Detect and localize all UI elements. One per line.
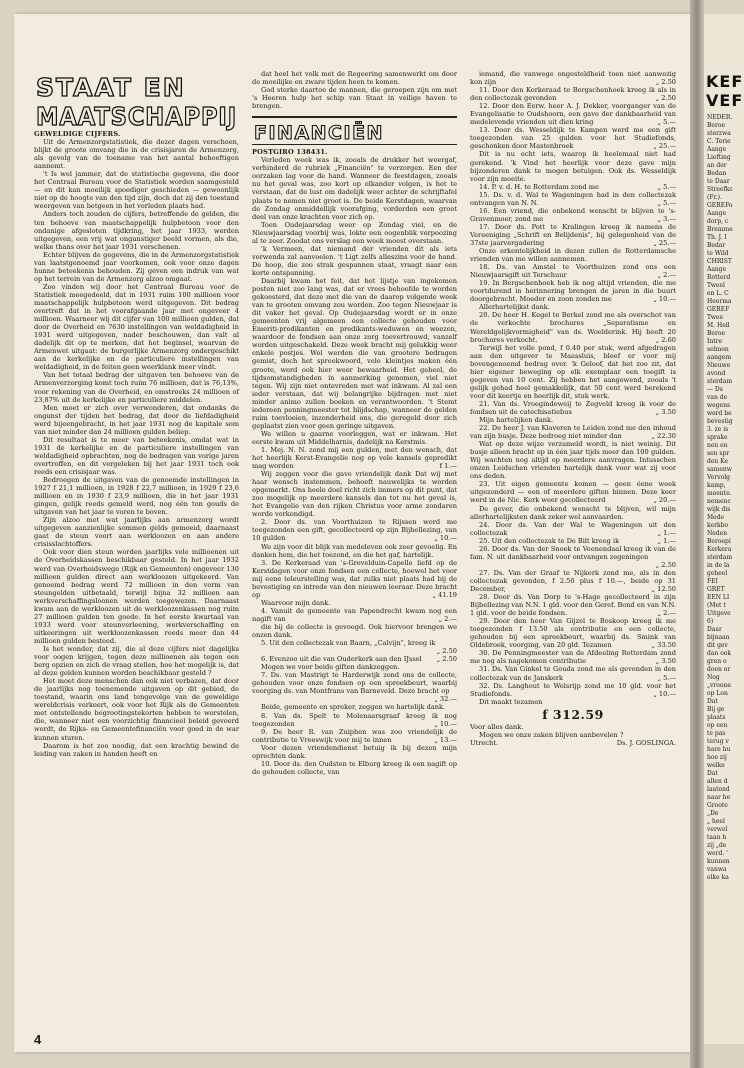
donation-entry (252, 446, 457, 470)
signature-block (470, 739, 676, 747)
donation-text: 5. Uit den collectezak van Baarn, „Calvijn", kreeg ik (261, 639, 436, 648)
donation-entry (252, 663, 457, 671)
donation-text: 8. Van ds. Spelt te Molenaarsgraaf kreeg ik nog toegezonden (252, 711, 457, 728)
donation-text: iemand, die vanwege ongesteldheid toen niet aanwezig kon zijn (470, 70, 676, 87)
next-page-snippet: Vervolg (707, 474, 730, 481)
donation-amount: „ 25.— (653, 142, 676, 151)
article-paragraph: dat heel het volk met de Regeering samenwerkt om door de moeilijke en zware tijden heen te komen. (252, 70, 457, 87)
donation-entry (252, 671, 457, 703)
donation-text: 15. Ds. v. d. Wal te Wageningen had in den collectezak ontvangen van N. N. (470, 190, 676, 207)
donation-text: Wij zeggen voor die gave vriendelijk dank Dat wij met haar wensch instemmen, behoeft nauwelijks te worden opgemerkt. Ons heele doel richt zich immers op dit punt, dat zoo mogelijk op meerdere kansels dan tot nu het geval is, het Evangelie van den rijken Christus voor arme zondaren worde verkondigd. (252, 470, 457, 519)
next-page-snippet: den Ke (707, 458, 729, 465)
next-page-snippet: wijk dis (707, 506, 731, 513)
next-page-snippet: werd. ' (707, 850, 728, 857)
next-page-snippet: bijnaan (707, 634, 730, 641)
donation-entry (470, 102, 676, 126)
donation-entry (252, 639, 457, 655)
donation-amount: „ 32.— (434, 695, 457, 704)
next-page-snippet: dan ook (707, 650, 732, 657)
column-1 (34, 72, 239, 1032)
next-page-snippet: Twee (707, 314, 724, 321)
donation-amount: „ 5.— (657, 118, 676, 127)
donation-entry (470, 665, 676, 681)
donation-entry (470, 424, 676, 440)
article-paragraph: We willen u gaarne voorleggen, wat er inkwam. Het eerste kwam uit Middelharnis, dadelijk na Kerstmis. (252, 429, 457, 446)
next-page-snippet: Nieuwe (707, 362, 731, 369)
donation-text: 17. Door ds. Pott te Kralingen kreeg ik namens de Vereeniging „Schrift en Belijdenis", bij gelegenheid van de 37ste jaarvergadering (470, 222, 676, 247)
next-page-snippet: meente. (707, 490, 732, 497)
next-page-snippet: laatend (707, 786, 730, 793)
article-paragraph: Is het wonder, dat zij, die al deze cijfers niet dagelijks voor oogen krijgen, tegen deze millioenen als tegen een berg opzien en zich de vraag stellen, hoe het mogelijk is, dat al deze gelden kunnen worden beschikbaar gesteld ? (34, 645, 239, 678)
donation-entry (252, 470, 457, 518)
article-paragraph: Van het totaal bedrag der uitgaven ten behoeve van de Armenverzorging komt toch ruim 76 millioen, dat is 76,13%, voor rekening van de Overheid, en omstreeks 24 millioen of 23,87% uit de kerkelijke en particuliere middelen. (34, 371, 239, 404)
donation-text: 20. De heer H. Kegel te Berkel zond me als overschot van de verkochte brochures „Separatisme en Wereldgelijkvormigheid" van ds. Woelderink. Hij heeft 20 brochures verkocht. (470, 311, 676, 344)
donation-text: die bij de collecte is gevoegd. Ook hiervoor brengen we onzen dank. (252, 623, 457, 640)
donation-entry (252, 599, 457, 607)
next-page-snippet: samenw (707, 466, 732, 473)
donation-entry (470, 416, 676, 424)
next-page-snippet: (Met t (707, 602, 726, 609)
next-page-snippet: Aange (707, 266, 727, 273)
next-page-snippet: Daar (707, 626, 722, 633)
next-page-snippet: hoe zij (707, 754, 727, 761)
column-3-donation-list (470, 70, 676, 706)
next-page-snippet: avond (707, 370, 726, 377)
next-page-snippet: NEDER. (707, 114, 733, 121)
newspaper-page (14, 14, 690, 1052)
donation-entry (252, 703, 457, 711)
donation-entry (470, 344, 676, 400)
donation-entry (470, 70, 676, 86)
donation-amount: „ 1.— (657, 528, 676, 537)
next-page-snippet: GRET (707, 586, 725, 593)
donation-text: Beide, gemeente en spreker, zeggen we hartelijk dank. (261, 703, 446, 712)
article-paragraph: Men moet er zich over verwonderen, dat ondanks de ongunst der tijden het bedrag, dat door de liefdadigheid werd bijeengebracht, in het jaar 1931 nog de kapitale som van niet minder dan 24 millioen gulden beliep. (34, 403, 239, 436)
donation-entry (470, 126, 676, 150)
next-page-snippet: nemenc (707, 498, 731, 505)
donation-entry (470, 593, 676, 617)
donation-amount: „ 20.— (653, 496, 676, 505)
donation-text: Dit maakt tezamen (479, 697, 543, 706)
next-page-snippet: Bedar (707, 242, 726, 249)
next-page-snippet: Dat (707, 698, 718, 705)
donation-text: 28. Door ds. Van Dorp te 's-Hage gecollecteerd in zijn Bijbellezing van N.N. 1 gld. voor den Geref. Bond en van N.N. 1 gld. voor de beide fondsen. (470, 593, 676, 618)
donation-entry (470, 207, 676, 223)
next-page-snippet: C. Terie (707, 138, 731, 145)
next-page-snippet: sterdam (707, 554, 733, 561)
article-paragraph: Het moet deze menschen dan ook niet verbazen, dat door de jaarlijks nog toenemende uitgaven op dit gebied, de toestand, waarin ons land tengevolge van de geweldige wereldcrisis verkeert, ook voor het Rijk als de Gemeenten met ontstellende begrootingstekorten hebben te worstelen, die, wanneer niet een voorzichtig financieel beleid gevoerd wordt, de Rijks- en Gemeentefinanciën voor goed in de war kunnen sturen. (34, 677, 239, 742)
next-page-snippet: Heerma (707, 298, 732, 305)
article-paragraph: Daarbij kwam het feit, dat het lijstje van ingekomen posten niet zoo lang was, dat er vrees behoefde te worden gekoesterd, dat deze met die van de daarop volgende week van te grooten omvang zou worden. Zoo tegen Nieuwjaar is dit vaker het geval. Op Oudejaarsdag wordt er in onze gemeenten vrij algemeen een collecte gehouden voor Emeriti-predikanten en predikants-weduwen en weezen, waardoor de fondsen aan onze zorg toevertrouwd, vanzelf worden uitgeschakeld. Deze week bracht mij gelukkig weer enkele postjes. Wel werden die van grootere bedragen gemist, doch het spreekwoord, vele kleintjes maken één groote, werd ook hier weer bewaarheid. Het geheel, de tijdsomstandigheden in aanmerking genomen, viel niet tegen. Wij zijn niet ontevreden met wat inkwam. Al zal een ieder verstaan, dat wij belangrijke bijdragen met niet minder animo zullen boeken en verantwoorden. 't Stemt iedereen penningmeester tot blijdschap, wanneer de gelden ruim toevloeien, inzonderheid ons, die geregeld door zich geplaatst zien voor geen geringe uitgaven. (252, 276, 457, 430)
next-page-snippet: Beroe (707, 330, 725, 337)
next-page-snippet: hare hu (707, 746, 731, 753)
donation-amount: „ 10.— (653, 295, 676, 304)
donation-text: De gever, die onbekend wenscht te blijven, wil mijn allerhartelijksten dank zeker wel aanvaarden. (470, 504, 676, 521)
donation-entry (470, 183, 676, 191)
donation-amount: „ 3.— (657, 214, 676, 223)
donation-entry (252, 760, 457, 776)
next-page-snippet: — Ds (707, 386, 723, 393)
next-page-snippet: welke (707, 762, 725, 769)
donation-amount: „ 13.— (434, 735, 457, 744)
donation-text: 32. Ds. Langhout te Welsrijp zond me 10 gld. voor het Studiefonds. (470, 681, 676, 698)
article-paragraph: Uit de Armenzorgstatistiek, die dezer dagen verscheen, blijkt de groote omvang die in de crisisjaren de Armenzorg, als gevolg van de toename van het aantal behoeftigen aannemt. (34, 138, 239, 171)
next-page-snippet: terug v (707, 738, 729, 745)
donation-entry (470, 247, 676, 263)
next-page-snippet: verwel (707, 826, 728, 833)
donation-entry (470, 400, 676, 416)
next-page-snippet: Rotterd (707, 274, 731, 281)
next-page-snippet: kamp, (707, 482, 726, 489)
donation-text: 11. Door den Kerkeraad te Bergschenhoek kreeg ik als in den collectezak gevonden (470, 86, 676, 103)
next-page-snippet: Liefting (707, 154, 731, 161)
donation-text: 12. Door den Eerw. heer A. J. Dekker, voorganger van de Evangelisatie te Oudshoorn, een gave der dankbaarheid van medelevende vrienden uit dien kring (470, 102, 676, 127)
next-page-snippet: te Daar (707, 178, 730, 185)
next-page-snippet: Beroe (707, 122, 725, 129)
next-page-snippet: 6) (707, 618, 714, 625)
donation-amount: „ 41.19 (432, 590, 457, 599)
next-page-snippet: dorp, c (707, 218, 729, 225)
donation-entry (252, 728, 457, 744)
donation-text: 2. Door ds. van Voorthuizen te Rijssen werd me toegezonden een gift, gecollecteerd op zijn Bijbellezing, van 10 gulden (252, 518, 457, 543)
donation-text: 23. Uit eigen gemeente komen — geen éene week uitgezonderd — een of meerdere giften binnen. Deze keer werd in de Nic. Kerk weer gecollecteerd (470, 480, 676, 505)
next-page-snippet: op Lon (707, 690, 728, 697)
donation-text: 18. Ds. van Amstel te Voorthuizen zond ons een Nieuwjaarsgift uit Terschuur (470, 263, 676, 280)
donation-text: 27. Ds. Van der Graaf te Nijkerk zond me, als in den collectezak gevonden, f 2.50 plus f 10.—, beide op 31 December, (470, 568, 676, 593)
donation-entry (470, 150, 676, 182)
column-2-body (252, 156, 457, 446)
donation-amount: „ 22.30 (651, 432, 676, 441)
column-3 (470, 70, 676, 1035)
next-page-snippet: elke ka (707, 874, 729, 881)
next-page-snippet: Bremme (707, 226, 733, 233)
donation-text: 25. Uit den collectezak te De Bilt kreeg ik (479, 536, 620, 545)
next-page-snippet: Groote (707, 802, 728, 809)
article-paragraph: Ook voor dien steun worden jaarlijks vele millioenen uit de Overheidskassen beschikbaar gesteld. In het jaar 1932 werd van Overheidswege (Rijk en Gemeenten) ongeveer 130 millioen gulden direct aan werkloozen uitgekeerd. Van genoemd bedrag werd 72 millioen in den vorm van steungelden uitbetaald, terwijl bijna 32 millioen aan werkverschaffingsloonen werden toegewezen. Daarnaast kwam aan de werkloozen uit de werkloozenkassen nog ruim 27 millioen gulden ten goede. In het eerste kwartaal van 1933 werd voor steunverleening, werkverschaffing en uitkeeringen uit werkloozenkassen reeds meer dan 44 millioen gulden besteed. (34, 548, 239, 645)
donation-amount: „ 2.60 (655, 335, 676, 344)
next-page-snippet: Beroepi (707, 538, 731, 545)
donation-entry (470, 617, 676, 649)
next-page-snippet: naar he (707, 794, 731, 801)
next-page-snippet: nen en (707, 442, 728, 449)
donation-text: Mogen we voor beide giften dankzeggen. (261, 663, 400, 672)
section-header-financien (252, 116, 457, 145)
donation-entry (470, 191, 676, 207)
next-page-snippet: M. Heil (707, 322, 730, 329)
next-page-snippet: Nog (707, 674, 720, 681)
donation-text: 26. Door ds. Van der Snoek te Veenendaal kreeg ik van de fam. N. uit dankbaarheid voor ontvangen zegeningen (470, 544, 676, 561)
next-page-snippet: doen er (707, 666, 731, 673)
donation-text: Wat op deze wijze verzameld wordt, is niet weinig. Dit busje alleen bracht op in één jaar tijds meer dan 100 gulden. Wij wachten nog altijd op meerdere aanvragen. Intusschen onzen Leidschen vrienden hartelijk dank voor wat zij voor ons deden. (470, 440, 676, 481)
column-2-intro (252, 70, 457, 110)
next-page-snippet: (Fr.). (707, 194, 722, 201)
donation-text: Waarvoor mijn dank. (261, 598, 331, 607)
donation-amount: „ 10.— (434, 534, 457, 543)
next-page-snippet: te Wild (707, 250, 729, 257)
donation-amount: „ 3.50 (655, 407, 676, 416)
donation-text: Allerhartelijkst dank. (479, 303, 550, 312)
next-page-snippet: Tweel (707, 282, 725, 289)
donation-entry (470, 521, 676, 537)
place-name: Utrecht. (470, 738, 498, 747)
article-paragraph: God sterke daartoe de mannen, die geroepen zijn om met 's Heeren hulp het schip van Staat in veilige haven te brengen. (252, 86, 457, 111)
donation-text: We zijn voor dit blijk van medeleven ook zeer gevoelig. En danken hem, die het toezond, en die het gaf, hartelijk. (252, 542, 457, 559)
next-page-snippet: wegens (707, 402, 731, 409)
donation-entry (252, 607, 457, 623)
donation-text: Terwijl het volle pond, f 0.40 per stuk, werd afgedragen aan den uitgever te Maassluis, bleef er voor mij bovengenoemd bedrag over. 'k Geloof, dat het zoo zit, dat hier eigener beweging op elk exemplaar een toegift is gegeven van 10 cent. Zij hebben het aangewend, zooals 't gelijk gehad heel gemakkelijk, dat 50 cent werd berekend voor dit keertje en heerlijk dit, stuk werk. (470, 343, 676, 400)
closing-line-1: Voor alles dank. (470, 722, 524, 731)
next-page-snippet: GEREF (707, 306, 730, 313)
next-page-snippet: geheel (707, 570, 728, 577)
article-paragraph: Dit resultaat is te meer van beteekenis, omdat wat in 1931 de kerkelijke en de particuliere instellingen van weldadigheid opbrachten, nog de bedragen van vorige jaren overtroffen, en dit vergeleken bij het jaar 1931 toch ook reeds een crisisjaar was. (34, 435, 239, 476)
donation-text: 10. Door ds. den Oudsten te Elburg kreeg ik een nagift op de gehouden collecte, van (252, 759, 457, 776)
donation-text: Onze erkentelijkheid in dezen zullen de Rotterdamsche vrienden van me willen aannemen. (470, 247, 676, 264)
donation-entry (470, 545, 676, 569)
next-page-snippet: gren o (707, 658, 727, 665)
next-page-snippet: van de (707, 394, 728, 401)
next-page-snippet: „vroone (707, 682, 731, 689)
donation-text: 14. P. v. d. H. te Rotterdam zond me (479, 182, 599, 191)
donation-amount: „ 5.— (657, 673, 676, 682)
donation-entry (470, 279, 676, 303)
closing-line-2: Mogen we onze zaken blijven aanbevelen ? (479, 730, 624, 739)
next-page-snippet: „De (707, 810, 719, 817)
next-page-snippet: Bedan (707, 170, 727, 177)
donation-amount: „ 12.50 (651, 585, 676, 593)
donation-text: 13. Door ds. Wesseldijk te Kampen werd me een gift toegezonden van 25 gulden voor het Studiefonds, geschonken door Mastenbroek (470, 126, 676, 151)
article-paragraph: Toen Oudejaarsdag weer op Zondag viel, en de Nieuwjaarsdag voorbij was, lokte een oogenblik verpoozing al te zeer. Zoodat ons verslag een week moest overstaan. (252, 220, 457, 245)
donation-entry (470, 263, 676, 279)
masthead-staat-en-maatschappij (34, 72, 239, 130)
next-page-snippet: bevestig (707, 418, 733, 425)
donation-text: 16. Een vriend, die onbekend wenscht te blijven te 's-Gravenmoer, zond me (470, 206, 676, 223)
donation-entry (252, 518, 457, 542)
kicker-postgiro: POSTGIRO 138431. (252, 148, 328, 157)
donation-text: Voor dezen vriendendienst betuig ik bij dezen mijn oprechten dank. (252, 743, 457, 760)
donation-amount: „ 10.— (653, 689, 676, 698)
donation-amount: „ 5.— (657, 182, 676, 191)
masthead-line-1: STAAT EN (36, 73, 186, 102)
donation-entry (470, 440, 676, 480)
next-page-snippet: taan h (707, 834, 727, 841)
donation-entry (252, 543, 457, 559)
article-paragraph: Zoo vinden wij door het Centraal Bureau voor de Statistiek meegedeeld, dat in 1931 ruim 100 millioen voor maatschappelijk hulpbetoon werd uitgegeven. Dit bedrag overtreft dat in het voorafgaande jaar met ongeveer 4 millioen. Waarneer wij dit cijfer van 100 millioen gulden, dat door de Overheid en 7630 instellingen van weldadigheid in 1931 werd uitgegeven, nader beschouwen, dan valt al dadelijk dit op te merken, dat het beginsel, waarvan de Armenwet uitgaat: de burgerlijke Armenzorg ondergeschikt aan de kerkelijke en de particuliere instellingen van weldadigheid, in de feiten geen weerklank meer vindt. (34, 282, 239, 372)
next-page-snippet: FEI (707, 578, 718, 585)
donation-text: 24. Door ds. Van der Wal te Wageningen uit den collectezak (470, 520, 676, 537)
donation-text: 19. In Bergschenhoek heb ik nog altijd vrienden, die me voortdurend in herinnering brengen de jaren in die buurt doorgebracht. Moeder en zoon zonden me (470, 279, 676, 304)
next-page-snippet: GEREFo (707, 202, 733, 209)
donation-text: 6. Evenzoo uit die van Ouderkerk aan den IJssel (261, 655, 422, 664)
donation-amount: „ 2.50 (655, 560, 676, 569)
next-page-snippet: Streefkc (707, 186, 733, 193)
next-page-snippet: kerkbo (707, 522, 729, 529)
column-2-donation-list (252, 446, 457, 776)
donation-amount: „ 25.— (653, 238, 676, 247)
donation-entry (252, 623, 457, 639)
next-page-edge (704, 14, 744, 1044)
donation-text: 30. De Penningmeester van de Afdeeling Rotterdam zond me nog als nagekomen contributie (470, 649, 676, 666)
article-paragraph: Verleden week was ik, zooals de drukker het weergaf, verhinderd de rubriek „Financiën" te verzorgen. Een der oorzaken lag voor de hand. Wanneer de feestdagen, zooals nu het geval was, zoo kort op elkander volgen, is het te verstaan, dat de lust om dadelijk weer achter de schrijftafel plaats te nemen niet groot is. De beide Kerstdagen, waarvan de Zondag onmiddellijk voorafging, vorderden een groot deel van onze krachten voor zich op. (252, 156, 457, 221)
donation-amount: „ 2.50 (436, 655, 457, 664)
next-page-snippet: Aange (707, 146, 727, 153)
donation-amount: „ 2.50 (655, 94, 676, 103)
donation-amount: „ 2.— (657, 271, 676, 280)
page-gutter (690, 0, 704, 1068)
next-page-snippet: EEN LI (707, 594, 730, 601)
article-paragraph: Echter blijven de gegevens, die in de Armenzorgstatistiek van laatstgenoemd jaar voorkomen, ook voor onze dagen hunne beteekenis behouden. Zij geven een indruk van wat op het terrein van de Armenzorg alzoo omgaat. (34, 250, 239, 283)
next-page-snippet: in de la (707, 562, 730, 569)
donation-amount: „ 2.50 (655, 78, 676, 87)
masthead-lettering (34, 72, 239, 130)
article-paragraph: Bedroegen de uitgaven van de genoemde instellingen in 1927 f 21,1 millioen, in 1928 f 22,7 millioen, in 1929 f 23,6 millioen en in 1930 f 23,9 millioen, die in het jaar 1931 gingen, gelijk reeds gemeld werd, nog één ton gouds de uitgaven van het jaar te voren te boven. (34, 476, 239, 517)
next-page-snippet: allen d (707, 778, 728, 785)
next-page-snippet: vanwa (707, 866, 727, 873)
next-page-snippet: Dat (707, 770, 718, 777)
next-page-snippet: sprake (707, 434, 728, 441)
next-page-snippet: sterzwa (707, 130, 731, 137)
donation-total: f 312.59 (542, 706, 604, 722)
next-page-snippet: Neden (707, 530, 728, 537)
article-paragraph: Anders toch zouden de cijfers, betreffende de gelden, die ten behoeve van maatschappelijk hulpbetoon voor den ondanige afgesloten tijdkring, het jaar 1933, werden uitgegeven, een vrij wat ongunstiger beeld vormen, als die, welke thans over het jaar 1931 verschenen. (34, 210, 239, 251)
donation-entry (470, 569, 676, 593)
donation-entry (470, 505, 676, 521)
next-page-snippet: sterdam (707, 378, 733, 385)
donation-text: 1. Mej. N. N. zond mij een gulden, met den wensch, dat het heerlijk Kerst-Evangelie nog op vele kansels gepredikt mag worden (252, 445, 457, 471)
donation-entry (252, 655, 457, 663)
next-page-snippet: sen spr (707, 450, 730, 457)
next-page-heading-line-1: KEF (706, 72, 744, 91)
donation-entry (470, 698, 676, 706)
donation-entry (252, 559, 457, 599)
next-page-snippet: Th. J. I (707, 234, 727, 241)
next-page-snippet: en L. C (707, 290, 729, 297)
next-page-snippet: aangem (707, 354, 732, 361)
column-1-body (34, 138, 239, 758)
next-page-snippet: werd be (707, 410, 732, 417)
article-paragraph: Daarom is het zoo noodig, dat een krachtig bewind de leiding van zaken in handen heeft en (34, 741, 239, 758)
donation-entry (470, 537, 676, 545)
donation-amount: „ 2.— (657, 609, 676, 618)
donation-amount: f 1.— (439, 462, 457, 471)
next-page-snippet: Mede (707, 514, 725, 521)
next-page-snippet: „ heel (707, 818, 725, 825)
donation-text: 22. De heer J. van Klaveren te Leiden zond me den inhoud van zijn busje. Deze bedroeg niet minder dan (470, 424, 676, 441)
donation-entry (252, 744, 457, 760)
next-page-snippet: 3. ze is (707, 426, 729, 433)
next-page-snippet: Kerkera (707, 546, 732, 553)
next-page-snippet: op een (707, 722, 728, 729)
donation-amount: „ 33.50 (651, 641, 676, 650)
donation-amount: „ 10.— (434, 719, 457, 728)
next-page-snippet: dit gev (707, 642, 728, 649)
donation-entry (470, 480, 676, 504)
article-paragraph: 't Is wel jammer, dat de statistische gegevens, die door het Centraal Bureau voor de Statistiek worden saamgesteld — en dit kan moeilijk spoediger geschieden — gewoonlijk niet op de hoogte van den tijd zijn, doch dat zij den toestand weergeven van betgeen in het verleden plaats had. (34, 170, 239, 211)
donation-entry (470, 303, 676, 311)
donation-amount: „ 3.50 (655, 657, 676, 666)
next-page-heading-line-2: VEF (706, 91, 744, 110)
donation-amount: „ 5.— (657, 198, 676, 207)
article-paragraph: 'k Vermeen, dat niemand der vrienden dit als iets verwenda zal aanvoelen. 't Ligt zelfs alleszins voor de hand. De hoop, die zoo strak gespannen staat, vraagt naar een korte ontspanning. (252, 244, 457, 277)
next-page-snippet: an der (707, 162, 727, 169)
column-2 (252, 70, 457, 1035)
article-paragraph: Zijn alzoo met wat jaarlijks aan armenzorg wordt uitgegeven aanzienlijke sommen gelds gemoeid, daarnaast gaat de steun voort aan werkloozen en aan andere crisisslachtoffers. (34, 516, 239, 549)
next-page-snippet: te pas (707, 730, 726, 737)
next-page-snippet: kunnen (707, 858, 730, 865)
next-page-snippet: Aange (707, 210, 727, 217)
donation-entry (470, 86, 676, 102)
donation-text: 31. Ds. Van Ginkel te Gouda zond me als gevonden in den collectezak van de Janskerk (470, 665, 676, 682)
signature: Ds. J. GOSLINGA. (616, 738, 676, 747)
donation-text: 4. Vanuit de gemeente van Papendrecht kwam nog een nagift van (252, 606, 457, 623)
page-number: 4 (34, 1032, 42, 1047)
donation-text: Dit is nu echt iets, waarop ik heelemaal niet had gerekend. 'k Vind het heerlijk voor deze gave mijn bijzonderen dank te mogen betuigen. Ook ds. Wesseldijk voor zijn moeite. (470, 150, 676, 183)
donation-text: 9. De heer R. van Zuiphen was zoo vriendelijk de contributie te Vreeswijk voor mij te innen (252, 727, 457, 744)
donation-text: Mijn hartelijken dank. (479, 416, 554, 425)
next-page-snippet: selmon (707, 346, 729, 353)
donation-entry (470, 682, 676, 698)
donation-text: 7. Ds. van Mastrigt te Harderwijk zond ons de collecte, gehouden voor onze fondsen op een spreekbeurt, waarbij voorging ds. van Montfrans van Barneveld. Deze bracht op (252, 671, 457, 696)
donation-entry (470, 649, 676, 665)
next-page-snippets (704, 114, 733, 882)
next-page-snippet: CHRIST (707, 258, 732, 265)
donation-text: 29. Door den heer Van Gijzel te Boskoop kreeg ik me toegezonden f 13.50 als contributie en een collecte, gehouden bij een spreekbeurt, waarbij ds. Smink van Oldebroek, voorging, van 20 gld. Tezamen (470, 617, 676, 650)
next-page-snippet: Uitgeve (707, 610, 731, 617)
donation-amount: „ 2.50 (436, 647, 457, 656)
donation-text: 3. De Kerkeraad van 's-Grevelduin-Capelle liefd op de Kerstdagen voor onze fondsen een collecte, hoewel het voor mij eene teleurstelling was, dat zulks niet plaats had bij de bevestiging en intrede van den nieuwen leeraar. Deze bracht op (252, 558, 457, 599)
financien-lettering (252, 120, 457, 145)
next-page-snippet: Intre (707, 338, 723, 345)
kicker-geweldige-cijfers: GEWELDIGE CIJFERS. (34, 130, 121, 138)
next-page-snippet: Bij ge (707, 706, 725, 713)
donation-entry (470, 311, 676, 343)
next-page-heading (704, 72, 743, 110)
donation-amount: „ 2.— (438, 614, 457, 623)
donation-amount: „ 1.— (657, 536, 676, 545)
section-title-financien: FINANCIËN (254, 122, 384, 145)
donation-text: 21. Van ds. Vroegindeweij te Zegveld kreeg ik voor de fondsen uit de catechisatiebus (470, 399, 676, 416)
masthead-line-2: MAATSCHAPPIJ (36, 102, 237, 131)
next-page-snippet: zij „de (707, 842, 727, 849)
next-page-snippet: plaats (707, 714, 726, 721)
donation-entry (470, 223, 676, 247)
donation-entry (252, 712, 457, 728)
